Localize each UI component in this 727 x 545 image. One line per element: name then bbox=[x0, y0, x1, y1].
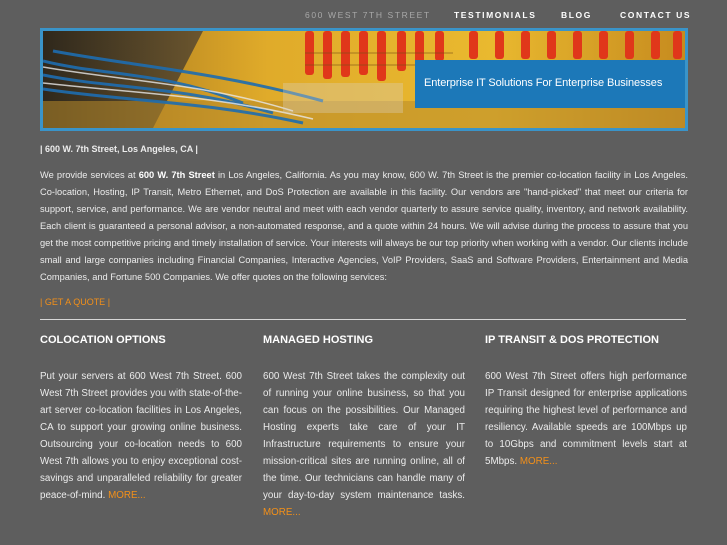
managed-hosting-body: 600 West 7th Street takes the complexity out of running your online business, so that you can focus on the possibilities. Our Managed Hosting experts take care of your IT Infrastructure requirements to ensure your mission-critical sites are running online, all of the time. Our technicians can handle many of your day-to-day system maintenance tasks. bbox=[263, 371, 465, 501]
address-line: | 600 W. 7th Street, Los Angeles, CA | bbox=[40, 144, 198, 154]
nav-testimonials[interactable]: TESTIMONIALS bbox=[454, 10, 537, 20]
colocation-options-text bbox=[40, 368, 242, 504]
nav-blog[interactable]: BLOG bbox=[561, 10, 592, 20]
managed-hosting-title: MANAGED HOSTING bbox=[263, 334, 373, 346]
managed-hosting-more-link[interactable]: MORE... bbox=[263, 507, 301, 518]
managed-hosting-section bbox=[263, 334, 465, 521]
section-divider bbox=[40, 319, 686, 320]
intro-lead: We provide services at bbox=[40, 170, 139, 180]
nav-site-name[interactable]: 600 WEST 7TH STREET bbox=[305, 10, 431, 20]
intro-address-bold: 600 W. 7th Street bbox=[138, 170, 215, 180]
colocation-more-link[interactable]: MORE... bbox=[108, 490, 146, 501]
banner-caption: Enterprise IT Solutions For Enterprise Businesses bbox=[415, 60, 685, 108]
intro-paragraph bbox=[40, 167, 688, 286]
colocation-options-title: COLOCATION OPTIONS bbox=[40, 334, 166, 346]
ip-transit-title: IP TRANSIT & DOS PROTECTION bbox=[485, 334, 659, 346]
ip-transit-text bbox=[485, 368, 687, 470]
ip-transit-more-link[interactable]: MORE... bbox=[519, 456, 558, 467]
nav-contact-us[interactable]: CONTACT US bbox=[620, 10, 692, 20]
top-navigation bbox=[0, 10, 727, 24]
colocation-options-body: Put your servers at 600 West 7th Street. 600 West 7th Street provides you with state-of-the-art server co-location facilities in Los Angeles, CA to support your growing online business. Outsourcing your co-location needs to 600 West 7th allows you to enjoy exceptional cost-savings and unparalleled reliability for greater peace-of-mind. bbox=[40, 371, 242, 501]
intro-body: in Los Angeles, California. As you may know, 600 W. 7th Street is the premier co-location facility in Los Angeles. Co-location, Hosting, IP Transit, Metro Ethernet, and DoS Protection are available in this facility. Our vendors are "hand-picked" that meet our criteria for support, service, and performance. We are vendor neutral and meet with each vendor quarterly to assure service quality, inventory, and network availability. Each client is guaranteed a personal advisor, a non-automated response, and a quote within 24 hours. We will advise during the process to assure that you get the most competitive pricing and timely installation of service. Your interests will always be our top priority when working with a vendor. Our clients include small and large companies including Financial Companies, Interactive Agencies, VoIP Providers, SaaS and Software Providers, Entertainment and Media Companies, and Fortune 500 Companies. We offer quotes on the following services: bbox=[40, 170, 689, 282]
get-a-quote-link[interactable]: | GET A QUOTE | bbox=[40, 297, 111, 307]
colocation-options-section bbox=[40, 334, 242, 504]
header-banner bbox=[40, 28, 688, 131]
ip-transit-section bbox=[485, 334, 687, 470]
managed-hosting-text bbox=[263, 368, 465, 521]
ip-transit-body: 600 West 7th Street offers high performance IP Transit designed for enterprise applications requiring the highest level of performance and resiliency. Available speeds are 100Mbps up to 10Gbps and commitment levels start at 5Mbps. bbox=[485, 371, 687, 467]
